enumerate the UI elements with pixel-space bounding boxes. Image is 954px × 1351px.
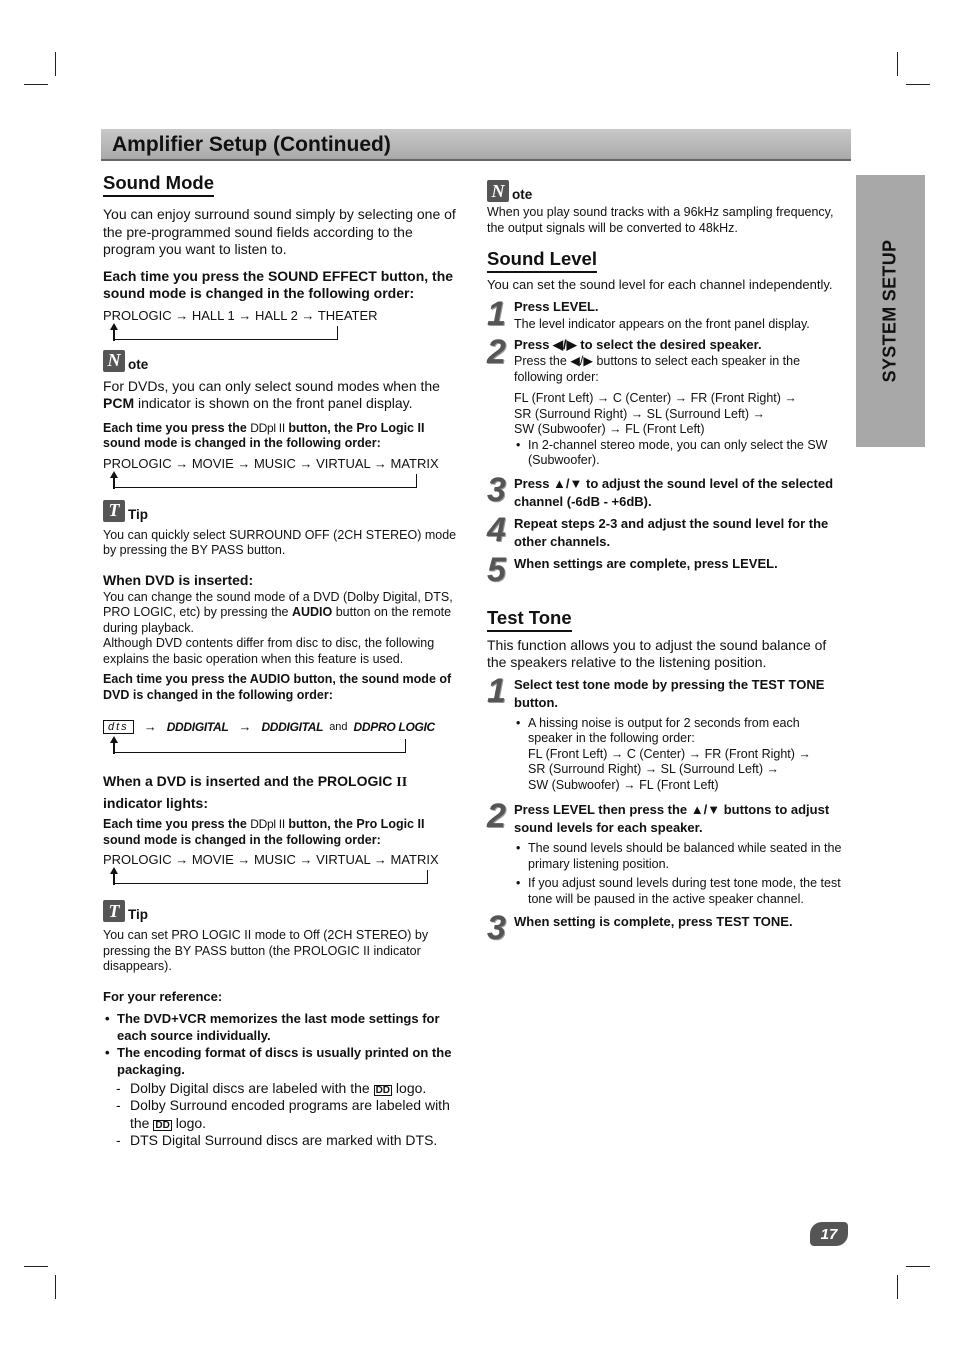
crop-mark xyxy=(897,52,898,76)
loop-indicator xyxy=(103,870,465,890)
bullet-list: • A hissing noise is output for 2 seconds from each speaker in the following order: FL (Front Left) → C (Center) → FR (Front Right) → SR (Surround Right) → SL (Surround Left) → SW (Subwoofer) → FL (Front Left) xyxy=(514,716,844,794)
test-tone-intro: This function allows you to adjust the sound balance of the speakers relative to the listening position. xyxy=(487,636,827,670)
crop-mark xyxy=(906,84,930,85)
left-column xyxy=(103,172,465,1150)
list-item: - Dolby Digital discs are labeled with the DD logo. xyxy=(103,1080,465,1098)
section-tab-label: SYSTEM SETUP xyxy=(879,239,900,383)
right-column xyxy=(487,180,844,947)
sound-effect-sequence: PROLOGIC → HALL 1 → HALL 2 → THEATER xyxy=(103,307,378,323)
prologic-sequence: PROLOGIC → MOVIE → MUSIC → VIRTUAL → MATRIX xyxy=(103,455,439,471)
sound-mode-heading: Sound Mode xyxy=(103,172,214,197)
prologic-instruction: Each time you press the DDpl II button, the Pro Logic II sound mode is changed in the following order: xyxy=(103,420,425,450)
dts-logo: dts xyxy=(103,720,134,734)
page-number: 17 xyxy=(810,1222,848,1246)
tip-header: T Tip xyxy=(103,500,465,522)
note-header: N ote xyxy=(487,180,844,202)
crop-mark xyxy=(55,1275,56,1299)
audio-instruction: Each time you press the AUDIO button, the sound mode of DVD is changed in the following order: xyxy=(103,672,452,702)
when-dvd-heading: When DVD is inserted: xyxy=(103,571,254,588)
dolby-digital-logo: DDDIGITAL xyxy=(261,720,324,734)
section-tab xyxy=(856,175,925,447)
crop-mark xyxy=(24,84,48,85)
reference-list xyxy=(103,1010,465,1078)
reference-heading: For your reference: xyxy=(103,988,223,1004)
dolby-pro-logic-logo: DDPRO LOGIC xyxy=(353,720,435,734)
note-text: For DVDs, you can only select sound modes when the PCM indicator is shown on the front panel display. xyxy=(103,377,440,411)
logo-list xyxy=(103,1080,465,1150)
pl2-logo: DDpl II xyxy=(250,420,285,435)
tip-text: You can set PRO LOGIC II mode to Off (2CH STEREO) by pressing the BY PASS button (the PROLOGIC II indicator disappears). xyxy=(103,928,429,973)
loop-indicator xyxy=(103,474,465,494)
tip-icon: T xyxy=(103,500,125,522)
list-item: • The encoding format of discs is usually printed on the packaging. xyxy=(103,1044,465,1078)
sound-effect-instruction: Each time you press the SOUND EFFECT button, the sound mode is changed in the following order: xyxy=(103,267,454,301)
dolby-surround-logo: DD xyxy=(155,1119,170,1131)
when-dvd-text: You can change the sound mode of a DVD (Dolby Digital, DTS, PRO LOGIC, etc) by pressing the AUDIO button on the remote during playback. xyxy=(103,589,453,635)
crop-mark xyxy=(55,52,56,76)
loop-indicator xyxy=(103,739,465,759)
step-2: 2 Press LEVEL then press the ▲/▼ buttons to adjust sound levels for each speaker. • The sound levels should be balanced while seated in the primary listening position. • If you adjust sound levels during test tone mode, the test tone will be paused in the active speaker channel. xyxy=(487,801,844,907)
when-dvd-text2: Although DVD contents differ from disc to disc, the following explains the basic operation when this feature is used. xyxy=(103,636,435,666)
page-header xyxy=(101,129,851,161)
dolby-digital-logo: DDDIGITAL xyxy=(166,720,229,734)
bullet-list: • The sound levels should be balanced while seated in the primary listening position. • If you adjust sound levels during test tone mode, the test tone will be paused in the active speaker channel. xyxy=(514,841,844,907)
audio-sequence: dts → DDDIGITAL → DDDIGITAL and DDPRO LOGIC xyxy=(103,719,465,735)
crop-mark xyxy=(24,1266,48,1267)
prologic-lit-heading: When a DVD is inserted and the PROLOGIC II indicator lights: xyxy=(103,773,408,811)
step-2: 2 Press ◀/▶ to select the desired speaker. Press the ◀/▶ buttons to select each speaker in the following order: FL (Front Left) → C (Center) → FR (Front Right) → SR (Surround Right) → SL (Surround Left) → SW (Subwoofer) → FL (Front Left) • In 2-channel stereo mode, you can only select the SW (Subwoofer). xyxy=(487,337,844,469)
test-tone-heading: Test Tone xyxy=(487,607,572,632)
prologic-lit-instruction: Each time you press the DDpl II button, the Pro Logic II sound mode is changed in the following order: xyxy=(103,817,425,847)
step-5: 5 When settings are complete, press LEVEL. xyxy=(487,550,778,589)
step-4: 4 Repeat steps 2-3 and adjust the sound level for the other channels. xyxy=(487,510,829,549)
tip-header: T Tip xyxy=(103,900,465,922)
tip-icon: T xyxy=(103,900,125,922)
note-icon: N xyxy=(487,180,509,202)
step-1: 1 Select test tone mode by pressing the TEST TONE button. • A hissing noise is output for 2 seconds from each speaker in the following order: FL (Front Left) → C (Center) → FR (Front Right) → SR (Surround Right) → SL (Surround Left) → SW (Subwoofer) → FL (Front Left) xyxy=(487,676,844,794)
prologic-lit-sequence: PROLOGIC → MOVIE → MUSIC → VIRTUAL → MATRIX xyxy=(103,852,439,867)
sound-level-intro: You can set the sound level for each channel independently. xyxy=(487,277,833,292)
list-item: - DTS Digital Surround discs are marked with DTS. xyxy=(103,1132,465,1150)
page-title: Amplifier Setup (Continued) xyxy=(112,133,391,156)
list-item: - Dolby Surround encoded programs are labeled with the DD logo. xyxy=(103,1097,465,1132)
tip-text: You can quickly select SURROUND OFF (2CH STEREO) mode by pressing the BY PASS button. xyxy=(103,527,457,557)
step-1: 1 Press LEVEL. The level indicator appears on the front panel display. xyxy=(487,294,810,333)
step-3: 3 When setting is complete, press TEST TONE. xyxy=(487,909,793,947)
note-header: N ote xyxy=(103,350,465,372)
list-item: • The DVD+VCR memorizes the last mode settings for each source individually. xyxy=(103,1010,465,1044)
dolby-digital-logo: DD xyxy=(375,1084,391,1096)
step-3: 3 Press ▲/▼ to adjust the sound level of the selected channel (-6dB - +6dB). xyxy=(487,470,834,509)
pl2-logo: DDpl II xyxy=(250,817,285,831)
loop-indicator xyxy=(103,326,465,346)
crop-mark xyxy=(897,1275,898,1299)
crop-mark xyxy=(906,1266,930,1267)
note-icon: N xyxy=(103,350,125,372)
sound-level-heading: Sound Level xyxy=(487,248,597,273)
note-text: When you play sound tracks with a 96kHz sampling frequency, the output signals will be converted to 48kHz. xyxy=(487,205,834,235)
sound-mode-intro: You can enjoy surround sound simply by selecting one of the pre-programmed sound fields according to the program you want to listen to. xyxy=(103,206,456,257)
bullet-list: • In 2-channel stereo mode, you can only select the SW (Subwoofer). xyxy=(514,438,844,469)
